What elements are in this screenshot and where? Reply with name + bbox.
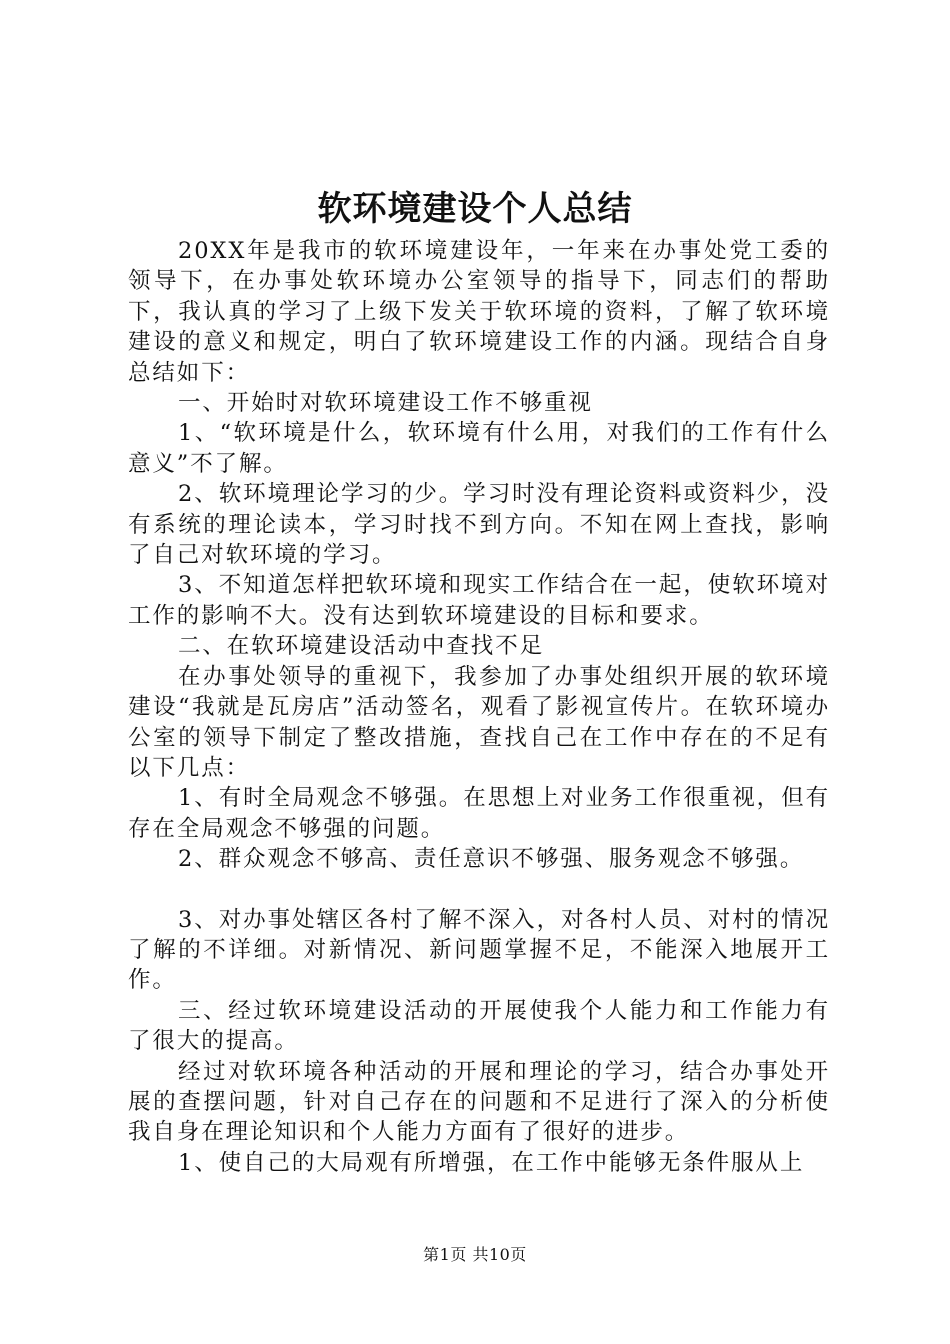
blank-line: [128, 875, 830, 905]
document-body: [128, 236, 830, 1178]
list-item: 1、“软环境是什么，软环境有什么用，对我们的工作有什么意义”不了解。: [128, 420, 830, 477]
list-item: 2、群众观念不够高、责任意识不够强、服务观念不够强。: [178, 846, 805, 873]
paragraph-intro: 20XX年是我市的软环境建设年，一年来在办事处党工委的领导下，在办事处软环境办公室领导的指导下，同志们的帮助下，我认真的学习了上级下发关于软环境的资料，了解了软环境建设的意义和规定，明白了软环境建设工作的内涵。现结合自身总结如下：: [128, 238, 830, 386]
heading-section-1: 一、开始时对软环境建设工作不够重视: [178, 390, 593, 417]
list-item: 3、对办事处辖区各村了解不深入，对各村人员、对村的情况了解的不详细。对新情况、新问题掌握不足，不能深入地展开工作。: [128, 906, 830, 994]
paragraph: 在办事处领导的重视下，我参加了办事处组织开展的软环境建设“我就是瓦房店”活动签名，观看了影视宣传片。在软环境办公室的领导下制定了整改措施，查找自己在工作中存在的不足有以下几点：: [128, 663, 830, 781]
heading-section-3: 三、经过软环境建设活动的开展使我个人能力和工作能力有了很大的提高。: [128, 997, 830, 1055]
list-item: 1、使自己的大局观有所增强，在工作中能够无条件服从上: [178, 1149, 805, 1176]
document-title: 软环境建设个人总结: [317, 189, 633, 229]
heading-section-2: 二、在软环境建设活动中查找不足: [178, 633, 545, 660]
list-item: 2、软环境理论学习的少。学习时没有理论资料或资料少，没有系统的理论读本，学习时找不到方向。不知在网上查找，影响了自己对软环境的学习。: [128, 481, 830, 569]
page-number-footer: 第1页 共10页: [423, 1245, 527, 1264]
list-item: 1、有时全局观念不够强。在思想上对业务工作很重视，但有存在全局观念不够强的问题。: [128, 785, 830, 842]
list-item: 3、不知道怎样把软环境和现实工作结合在一起，使软环境对工作的影响不大。没有达到软环境建设的目标和要求。: [128, 572, 830, 629]
paragraph: 经过对软环境各种活动的开展和理论的学习，结合办事处开展的查摆问题，针对自己存在的问题和不足进行了深入的分析使我自身在理论知识和个人能力方面有了很好的进步。: [128, 1058, 830, 1146]
